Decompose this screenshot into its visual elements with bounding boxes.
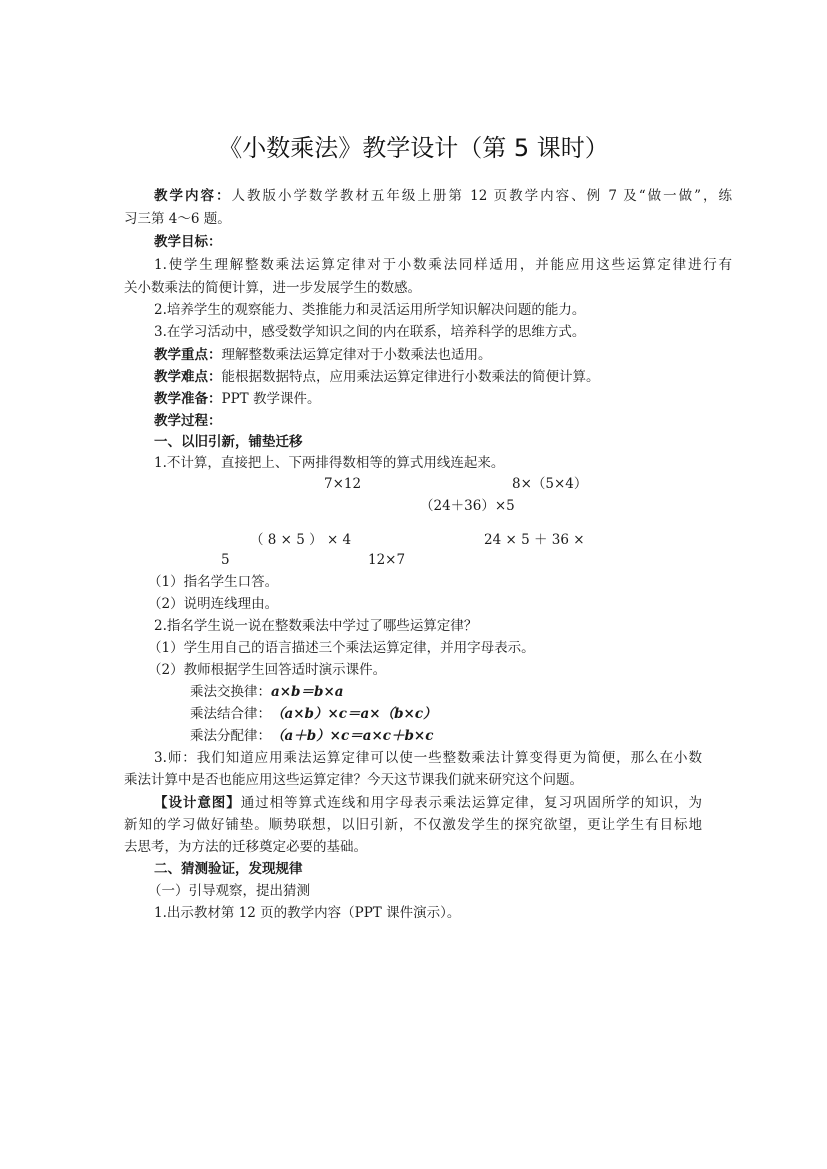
expr-2: 8×（5×4） [512,476,588,492]
section-1-heading: 一、以旧引新，铺垫迁移 [154,434,303,450]
page-title: 《小数乘法》教学设计（第 5 课时） [218,134,609,162]
sub-item-5: （一）引导观察，提出猜测 [148,883,310,899]
content-line-1 [154,186,732,206]
content-line-2: 习三第 4～6 题。 [124,211,231,227]
intent-text-1: 通过相等算式连线和用字母表示乘法运算定律，复习巩固所学的知识，为 [240,795,703,811]
key-point-line [154,345,492,365]
intent-line-3: 去思考，为方法的迁移奠定必要的基础。 [124,839,367,855]
intent-label: 【设计意图】 [154,795,241,811]
expr-5: 24 × 5 ＋ 36 × [484,532,585,548]
expr-1: 7×12 [324,476,362,492]
difficulty-line [154,367,600,387]
item-4: 1.出示教材第 12 页的教学内容（PPT 课件演示）。 [154,905,461,921]
law-distributive [190,726,433,746]
goal-3: 3.在学习活动中，感受数学知识之间的内在联系，培养科学的思维方式。 [154,324,586,340]
sub-item-1: （1）指名学生口答。 [148,574,279,590]
expr-4: （ 8 × 5 ） × 4 [250,532,352,548]
item-3-line-1: 3.师：我们知道应用乘法运算定律可以使一些整数乘法计算变得更为简便，那么在小数 [154,750,702,766]
difficulty-text: 能根据数据特点，应用乘法运算定律进行小数乘法的简便计算。 [221,369,600,385]
sub-item-2: （2）说明连线理由。 [148,596,279,612]
process-label: 教学过程： [154,413,222,429]
section-2-heading: 二、猜测验证，发现规律 [154,861,303,877]
key-point-label: 教学重点： [154,347,222,363]
expr-3: （24＋36）×5 [420,498,515,514]
law-name: 乘法结合律： [190,706,271,722]
goal-1-line-1: 1.使学生理解整数乘法运算定律对于小数乘法同样适用，并能应用这些运算定律进行有 [154,257,732,273]
law-commutative [190,682,344,702]
preparation-label: 教学准备： [154,391,222,407]
intent-line-1 [154,793,702,813]
sub-item-3: （1）学生用自己的语言描述三个乘法运算定律，并用字母表示。 [148,640,535,656]
preparation-line [154,389,320,409]
expr-6: 12×7 [368,552,406,568]
item-1: 1.不计算，直接把上、下两排得数相等的算式用线连起来。 [154,455,505,471]
goal-2: 2.培养学生的观察能力、类推能力和灵活运用所学知识解决问题的能力。 [154,302,586,318]
intent-line-2: 新知的学习做好铺垫。顺势联想，以旧引新，不仅激发学生的探究欲望，更让学生有目标地 [124,817,702,833]
item-3-line-2: 乘法计算中是否也能应用这些运算定律？今天这节课我们就来研究这个问题。 [124,772,583,788]
key-point-text: 理解整数乘法运算定律对于小数乘法也适用。 [221,347,492,363]
law-name: 乘法分配律： [190,728,271,744]
sub-item-4: （2）教师根据学生回答适时演示课件。 [148,662,387,678]
law-formula: a×b＝b×a [271,684,344,700]
law-formula: （a＋b）×c＝a×c＋b×c [271,728,434,744]
content-text-1: 人教版小学数学教材五年级上册第 12 页教学内容、例 7 及“做一做”，练 [231,188,732,204]
goals-label: 教学目标： [154,234,222,250]
difficulty-label: 教学难点： [154,369,222,385]
preparation-text: PPT 教学课件。 [221,391,321,407]
goal-1-line-2: 关小数乘法的简便计算，进一步发展学生的数感。 [124,280,421,296]
law-formula: （a×b）×c＝a×（b×c） [271,706,437,722]
law-associative [190,704,437,724]
item-2: 2.指名学生说一说在整数乘法中学过了哪些运算定律？ [154,618,478,634]
law-name: 乘法交换律： [190,684,271,700]
content-label: 教学内容： [154,188,232,204]
expr-5-tail: 5 [221,552,230,568]
